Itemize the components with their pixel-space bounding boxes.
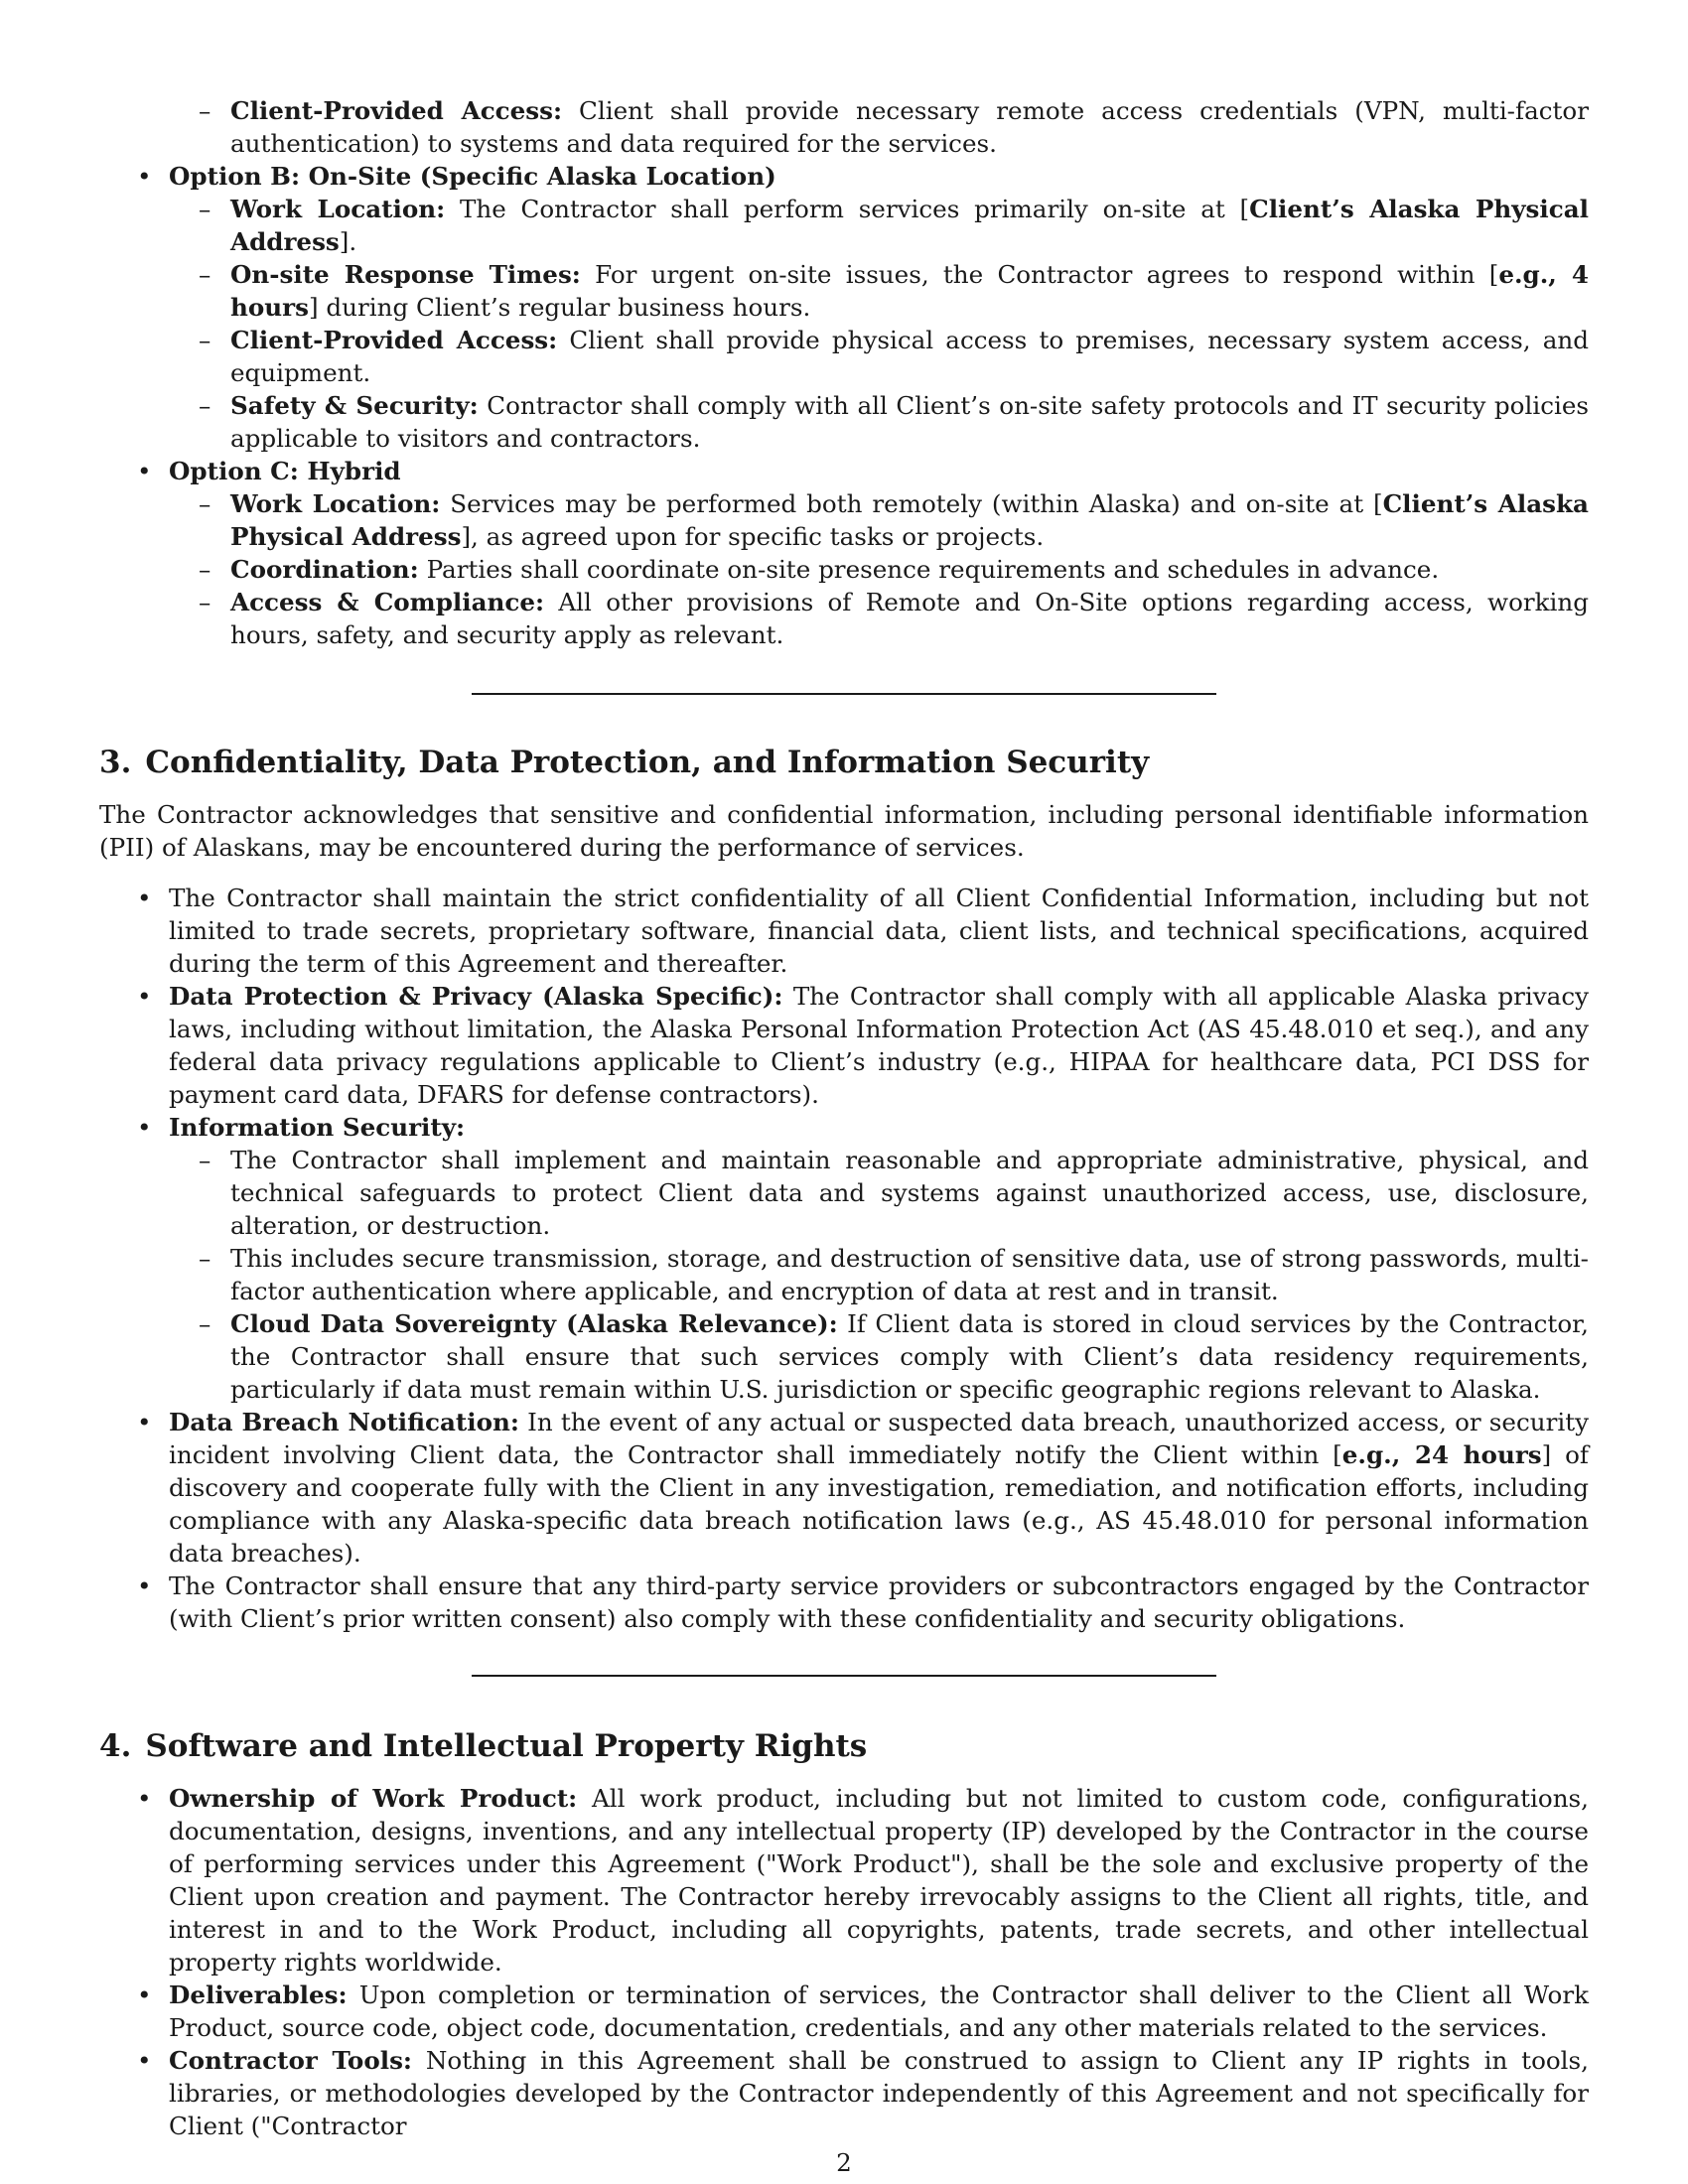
- item-text: Client shall provide necessary remote access credentials (VPN, multi-factor authentication) to systems and data required for the services.: [230, 96, 1589, 158]
- section-title: Confidentiality, Data Protection, and Information Security: [145, 745, 1150, 780]
- list-item: [99, 882, 1589, 980]
- item-text: ], as agreed upon for specific tasks or projects.: [461, 522, 1045, 551]
- list-item: [99, 1111, 1589, 1406]
- item-text: The Contractor shall ensure that any third-party service providers or subcontractors engaged by the Contractor (with Client’s prior written consent) also comply with these confidentiality and security obligations.: [169, 1571, 1589, 1633]
- list-item: [169, 1307, 1589, 1406]
- item-label: Client-Provided Access:: [230, 326, 558, 354]
- section-3-intro: The Contractor acknowledges that sensitive and confidential information, including personal identifiable information (PII) of Alaskans, may be encountered during the performance of services.: [99, 800, 1589, 862]
- section-3-heading: [99, 743, 1589, 782]
- option-b-title: Option B: On-Site (Specific Alaska Location): [169, 162, 776, 191]
- list-item: [169, 553, 1589, 586]
- item-label: Access & Compliance:: [230, 588, 545, 616]
- item-text: All other provisions of Remote and On-Site options regarding access, working hours, safety, and security apply as relevant.: [230, 588, 1589, 649]
- section-3-list: [99, 882, 1589, 1635]
- item-label: Ownership of Work Product:: [169, 1784, 578, 1813]
- list-item: [99, 1570, 1589, 1635]
- section-number: 4.: [99, 1728, 132, 1764]
- item-label: Data Protection & Privacy (Alaska Specific):: [169, 982, 783, 1011]
- item-text: All work product, including but not limited to custom code, configurations, documentation, designs, inventions, and any intellectual property (IP) developed by the Contractor in the course of performing services under this Agreement ("Work Product"), shall be the sole and exclusive property of the Client upon creation and payment. The Contractor hereby irrevocably assigns to the Client all rights, title, and interest in and to the Work Product, including all copyrights, patents, trade secrets, and other intellectual property rights worldwide.: [169, 1784, 1589, 1977]
- list-item: [99, 94, 1589, 160]
- item-label: Cloud Data Sovereignty (Alaska Relevance):: [230, 1309, 838, 1338]
- item-text: Services may be performed both remotely (within Alaska) and on-site at [: [440, 489, 1383, 518]
- item-bold: e.g., 4 hours: [230, 260, 1589, 322]
- item-text: ].: [339, 227, 357, 256]
- item-label: Coordination:: [230, 555, 419, 584]
- list-item: [169, 258, 1589, 324]
- section-4-heading: [99, 1726, 1589, 1766]
- list-item: [169, 1144, 1589, 1242]
- item-text: The Contractor shall implement and maintain reasonable and appropriate administrative, physical, and technical safeguards to protect Client data and systems against unauthorized access, use, disclosure, alteration, or destruction.: [230, 1146, 1589, 1240]
- item-label: Deliverables:: [169, 1980, 348, 2009]
- option-c-title: Option C: Hybrid: [169, 457, 401, 485]
- location-options-list: [99, 94, 1589, 651]
- section-number: 3.: [99, 745, 132, 780]
- horizontal-rule: [472, 1675, 1216, 1677]
- list-item: [169, 193, 1589, 258]
- option-c-sublist: [169, 487, 1589, 651]
- list-item: [99, 980, 1589, 1111]
- option-b: [99, 160, 1589, 455]
- item-label: On-site Response Times:: [230, 260, 581, 289]
- option-b-sublist: [169, 193, 1589, 455]
- item-label: Client-Provided Access:: [230, 96, 563, 125]
- item-text: Client shall provide physical access to premises, necessary system access, and equipment.: [230, 326, 1589, 387]
- item-label: Data Breach Notification:: [169, 1408, 519, 1436]
- list-item: [99, 1782, 1589, 1979]
- item-label: Work Location:: [230, 489, 441, 518]
- item-text: The Contractor shall perform services primarily on-site at [: [445, 195, 1250, 223]
- section-title: Software and Intellectual Property Rights: [145, 1728, 868, 1764]
- section-4-list: [99, 1782, 1589, 2142]
- horizontal-rule: [472, 693, 1216, 695]
- option-c: [99, 455, 1589, 651]
- list-item: [169, 94, 1589, 160]
- item-text: This includes secure transmission, storage, and destruction of sensitive data, use of strong passwords, multi-factor authentication where applicable, and encryption of data at rest and in transit.: [230, 1244, 1589, 1305]
- page-number: 2: [836, 2148, 852, 2177]
- item-text: Nothing in this Agreement shall be construed to assign to Client any IP rights in tools, libraries, or methodologies developed by the Contractor independently of this Agreement and not specifically for Client ("Contractor: [169, 2046, 1589, 2140]
- item-text: Parties shall coordinate on-site presence requirements and schedules in advance.: [418, 555, 1440, 584]
- item-text: The Contractor shall comply with all applicable Alaska privacy laws, including without limitation, the Alaska Personal Information Protection Act (AS 45.48.010 et seq.), and any federal data privacy regulations applicable to Client’s industry (e.g., HIPAA for healthcare data, PCI DSS for payment card data, DFARS for defense contractors).: [169, 982, 1589, 1109]
- list-item: [169, 487, 1589, 553]
- list-item: [99, 1979, 1589, 2044]
- option-a-sublist: [169, 94, 1589, 160]
- list-item: [169, 586, 1589, 651]
- item-bold: Client’s Alaska Physical Address: [230, 489, 1589, 551]
- item-label: Work Location:: [230, 195, 446, 223]
- item-label: Contractor Tools:: [169, 2046, 412, 2075]
- item-text: ] of discovery and cooperate fully with the Client in any investigation, remediation, and notification efforts, including compliance with any Alaska-specific data breach notification laws (e.g., AS 45.48.010 for personal information data breaches).: [169, 1440, 1590, 1568]
- item-bold: e.g., 24 hours: [1341, 1440, 1542, 1469]
- item-label: Safety & Security:: [230, 391, 479, 420]
- list-item: [99, 1406, 1589, 1570]
- item-text: For urgent on-site issues, the Contractor agrees to respond within [: [580, 260, 1499, 289]
- list-item: [169, 389, 1589, 455]
- list-item: [99, 2044, 1589, 2142]
- item-bold: Client’s Alaska Physical Address: [230, 195, 1589, 256]
- item-text: Upon completion or termination of services, the Contractor shall deliver to the Client all Work Product, source code, object code, documentation, credentials, and any other materials related to the services.: [169, 1980, 1589, 2042]
- item-label: Information Security:: [169, 1113, 466, 1142]
- item-text: Contractor shall comply with all Client’s on-site safety protocols and IT security policies applicable to visitors and contractors.: [230, 391, 1590, 453]
- document-page: [99, 94, 1589, 2142]
- item-text: The Contractor shall maintain the strict confidentiality of all Client Confidential Information, including but not limited to trade secrets, proprietary software, financial data, client lists, and technical specifications, acquired during the term of this Agreement and thereafter.: [169, 884, 1589, 978]
- list-item: [169, 1242, 1589, 1307]
- information-security-sublist: [169, 1144, 1589, 1406]
- item-text: If Client data is stored in cloud services by the Contractor, the Contractor shall ensure that such services comply with Client’s data residency requirements, particularly if data must remain within U.S. jurisdiction or specific geographic regions relevant to Alaska.: [230, 1309, 1589, 1404]
- list-item: [169, 324, 1589, 389]
- item-text: In the event of any actual or suspected data breach, unauthorized access, or security incident involving Client data, the Contractor shall immediately notify the Client within [: [169, 1408, 1589, 1469]
- item-text: ] during Client’s regular business hours.: [308, 293, 811, 322]
